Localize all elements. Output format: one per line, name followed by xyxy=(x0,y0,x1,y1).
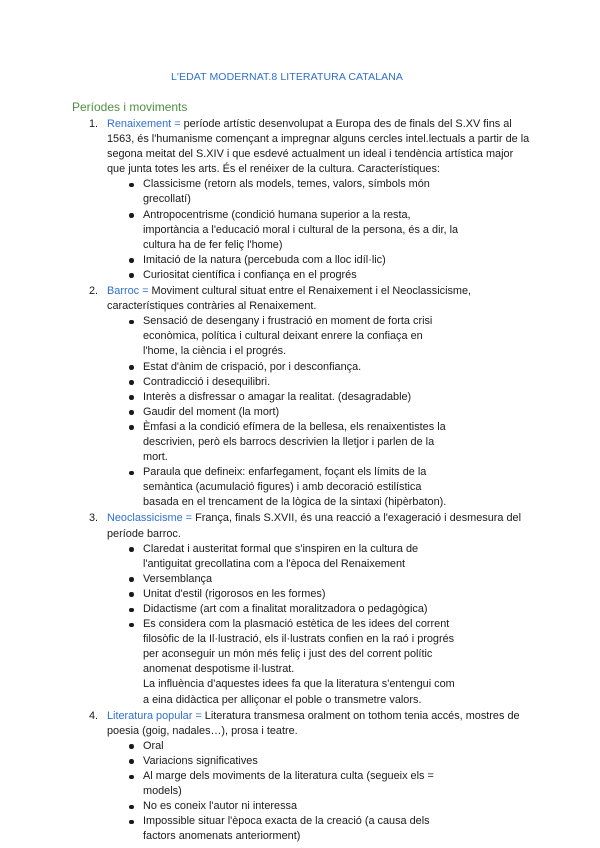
bullet-item: Al marge dels moviments de la literatura culta (segueix els = models) xyxy=(107,769,530,799)
bullet-item: Èmfasi a la condició efímera de la bellesa, els renaixentistes la descrivien, però els barrocs descrivien la lletjor i parlen de la mort. xyxy=(107,420,530,465)
list-item-barroc xyxy=(0,284,600,510)
item-text: França, finals S.XVII, és una reacció a l'exageració i desmesura del període barroc. xyxy=(107,512,522,540)
item-number: 4. xyxy=(89,709,99,722)
bullet-list xyxy=(107,739,530,845)
list-item-renaixement xyxy=(0,117,600,283)
bullet-item: Imitació de la natura (percebuda com a lloc idíl·lic) xyxy=(107,253,530,268)
bullet-item: Curiositat científica i confiança en el progrés xyxy=(107,268,530,283)
item-term: Renaixement = xyxy=(107,118,181,130)
bullet-item: Variacions significatives xyxy=(107,754,530,769)
bullet-list xyxy=(107,542,530,678)
bullet-item: Impossible situar l'època exacta de la creació (a causa dels factors anomenats anteriorment) xyxy=(107,814,530,844)
item-text: Moviment cultural situat entre el Renaixement i el Neoclassicisme, característiques contràries al Renaixement. xyxy=(107,285,472,313)
bullet-item: Paraula que defineix: enfarfegament, foçant els límits de la semàntica (acumulació figures) i amb decoració estilística basada en el trencament de la lògica de la sintaxi (hipèrbaton). xyxy=(107,465,530,510)
item-number: 2. xyxy=(89,285,99,298)
bullet-item: Interès a disfressar o amagar la realitat. (desagradable) xyxy=(107,390,530,405)
bullet-list xyxy=(107,177,530,283)
bullet-item: Contradicció i desequilibri. xyxy=(107,375,530,390)
moviments-list xyxy=(0,117,600,846)
item-term: Neoclassicisme = xyxy=(107,512,193,525)
bullet-item: Sensació de desengany i frustració en moment de forta crisi econòmica, política i cultural deixant enrere la confiaça en l'home, la ciència i el progrés. xyxy=(107,314,530,359)
item-term: Barroc = xyxy=(107,285,149,298)
bullet-item: Didactisme (art com a finalitat moralitzadora o pedagògica) xyxy=(107,602,530,617)
bullet-item: Unitat d'estil (rigorosos en les formes) xyxy=(107,587,530,602)
bullet-item: Gaudir del moment (la mort) xyxy=(107,405,530,420)
item-paragraph xyxy=(107,709,530,739)
list-item-literatura-popular xyxy=(0,709,600,845)
list-item-neoclassicisme xyxy=(0,511,600,707)
bullet-item: Claredat i austeritat formal que s'inspiren en la cultura de l'antiguitat grecollatina com a l'època del Renaixement xyxy=(107,542,530,572)
item-term: Literatura popular = xyxy=(107,709,202,722)
bullet-item: Estat d'ànim de crispació, por i desconfiança. xyxy=(107,360,530,375)
item-number: 3. xyxy=(89,512,99,525)
bullet-item: No es coneix l'autor ni interessa xyxy=(107,799,530,814)
bullet-item: Es considera com la plasmació estètica de les idees del corrent filosòfic de la Il·lustració, els il·lustrats confien en la raó i progrés per aconseguir un món més feliç i just des del corrent polític anomenat despotisme il·lustrat. xyxy=(107,617,530,677)
section-heading: Períodes i moviments xyxy=(72,100,188,114)
item-text: període artístic desenvolupat a Europa des de finals del S.XV fins al 1563, és l'humanisme començant a impregnar alguns cercles intel.lectuals a partir de la segona meitat del S.XIV i que esdevé actualment un ideal i tendència artística major que junta totes les arts. És el renéixer de la cultura. Característiques: xyxy=(107,118,530,176)
bullet-continuation: La influència d'aquestes idees fa que la literatura s'entengui com a eina didàctica per alliçonar el poble o transmetre valors. xyxy=(143,678,455,706)
bullet-item: Oral xyxy=(107,739,530,754)
item-number: 1. xyxy=(89,118,99,130)
document-title: L'EDAT MODERNAT.8 LITERATURA CATALANA xyxy=(170,71,404,83)
bullet-item: Versemblança xyxy=(107,572,530,587)
item-paragraph xyxy=(107,117,530,177)
bullet-item: Classicisme (retorn als models, temes, valors, símbols món grecollatí) xyxy=(107,177,530,207)
item-paragraph xyxy=(107,284,530,314)
bullet-item: Antropocentrisme (condició humana superior a la resta, importància a l'educació moral i cultural de la persona, és a dir, la cultura ha de fer feliç l'home) xyxy=(107,208,530,253)
item-paragraph xyxy=(107,511,530,541)
item-text: Literatura transmesa oralment on tothom tenia accés, mostres de poesia (goig, nadales…), prosa i teatre. xyxy=(107,709,520,737)
bullet-list xyxy=(107,314,530,510)
